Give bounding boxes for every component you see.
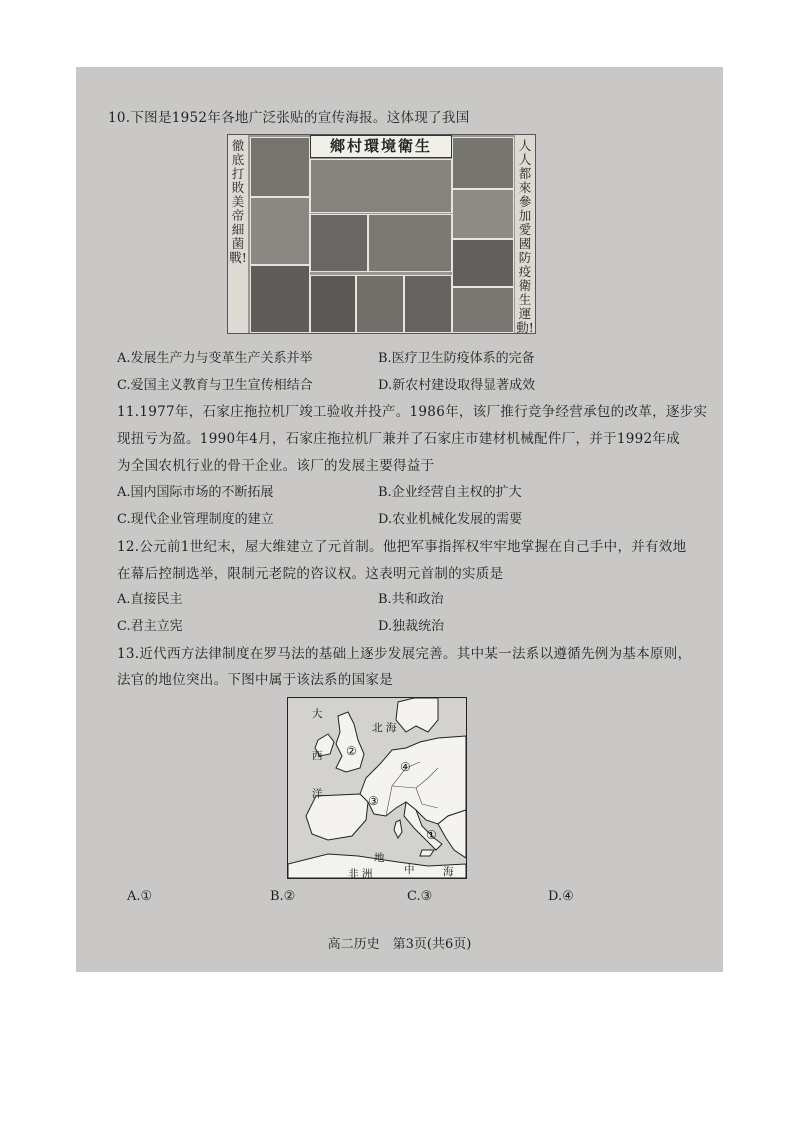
q12-stem-line-1: 12.公元前1世纪末，屋大维建立了元首制。他把军事指挥权牢牢地掌握在自己手中，并有效地 — [117, 539, 687, 555]
q12-option-d[interactable]: D.独裁统治 — [378, 619, 445, 634]
q10-option-d[interactable]: D.新农村建设取得显著成效 — [378, 378, 536, 393]
q11-stem-line-3: 为全国农机行业的骨干企业。该厂的发展主要得益于 — [117, 458, 435, 474]
map-label-med-2: 中 — [404, 864, 415, 876]
map-label-north-sea: 北 海 — [372, 722, 397, 734]
poster-panel — [310, 214, 368, 272]
map-marker-4: ④ — [400, 760, 411, 774]
q13-option-c[interactable]: C.③ — [407, 889, 433, 904]
poster-panel — [404, 275, 452, 333]
q11-option-c[interactable]: C.现代企业管理制度的建立 — [117, 512, 274, 527]
q10-option-b[interactable]: B.医疗卫生防疫体系的完备 — [378, 351, 535, 366]
q12-option-a[interactable]: A.直接民主 — [117, 592, 183, 607]
q13-stem-line-2: 法官的地位突出。下图中属于该法系的国家是 — [117, 672, 393, 688]
q10-option-a[interactable]: A.发展生产力与变革生产关系并举 — [117, 351, 313, 366]
europe-map — [287, 697, 467, 879]
map-label-atlantic-1: 大 — [312, 708, 323, 720]
poster-panel — [310, 275, 356, 333]
q12-option-b[interactable]: B.共和政治 — [378, 592, 444, 607]
q13-option-b[interactable]: B.② — [270, 889, 296, 904]
poster-panel — [310, 159, 452, 213]
poster-right-slogan: 人人都來參加愛國防疫衛生運動! — [515, 135, 535, 333]
page-footer: 高二历史 第3页(共6页) — [327, 937, 472, 952]
exam-page — [76, 67, 723, 972]
q10-stem: 10.下图是1952年各地广泛张贴的宣传海报。这体现了我国 — [108, 110, 470, 126]
q11-option-b[interactable]: B.企业经营自主权的扩大 — [378, 485, 522, 500]
poster-panel — [250, 137, 310, 197]
q12-option-c[interactable]: C.君主立宪 — [117, 619, 183, 634]
poster-panel — [452, 287, 514, 333]
q10-option-c[interactable]: C.爱国主义教育与卫生宣传相结合 — [117, 378, 313, 393]
q13-option-d[interactable]: D.④ — [548, 889, 574, 904]
poster-panel — [368, 214, 452, 272]
poster-panel — [250, 197, 310, 265]
map-label-atlantic-2: 西 — [312, 750, 323, 762]
poster-panel — [452, 137, 514, 189]
q11-stem-line-2: 现扭亏为盈。1990年4月，石家庄拖拉机厂兼并了石家庄市建材机械配件厂，并于1992年成 — [117, 431, 681, 447]
poster-panel — [452, 189, 514, 239]
poster-left-slogan: 徹底打敗美帝細菌戰! — [228, 135, 248, 333]
poster-title: 鄉村環境衛生 — [310, 135, 452, 158]
map-label-med-1: 地 — [374, 852, 385, 864]
q13-option-a[interactable]: A.① — [127, 889, 153, 904]
q13-stem-line-1: 13.近代西方法律制度在罗马法的基础上逐步发展完善。其中某一法系以遵循先例为基本原则， — [117, 646, 692, 662]
poster-panel — [356, 275, 404, 333]
map-marker-2: ② — [346, 744, 357, 758]
map-label-atlantic-3: 洋 — [312, 788, 323, 800]
map-marker-3: ③ — [368, 794, 379, 808]
map-label-med-3: 海 — [443, 866, 454, 878]
poster-panel — [452, 239, 514, 287]
q11-stem-line-1: 11.1977年，石家庄拖拉机厂竣工验收并投产。1986年，该厂推行竞争经营承包的改革，逐步实 — [117, 404, 708, 420]
q11-option-a[interactable]: A.国内国际市场的不断拓展 — [117, 485, 274, 500]
q11-option-d[interactable]: D.农业机械化发展的需要 — [378, 512, 523, 527]
q12-stem-line-2: 在幕后控制选举，限制元老院的咨议权。这表明元首制的实质是 — [117, 566, 504, 582]
propaganda-poster — [227, 134, 536, 334]
poster-panel — [250, 265, 310, 333]
map-label-africa: 非 洲 — [348, 868, 373, 879]
map-marker-1: ① — [426, 828, 437, 842]
